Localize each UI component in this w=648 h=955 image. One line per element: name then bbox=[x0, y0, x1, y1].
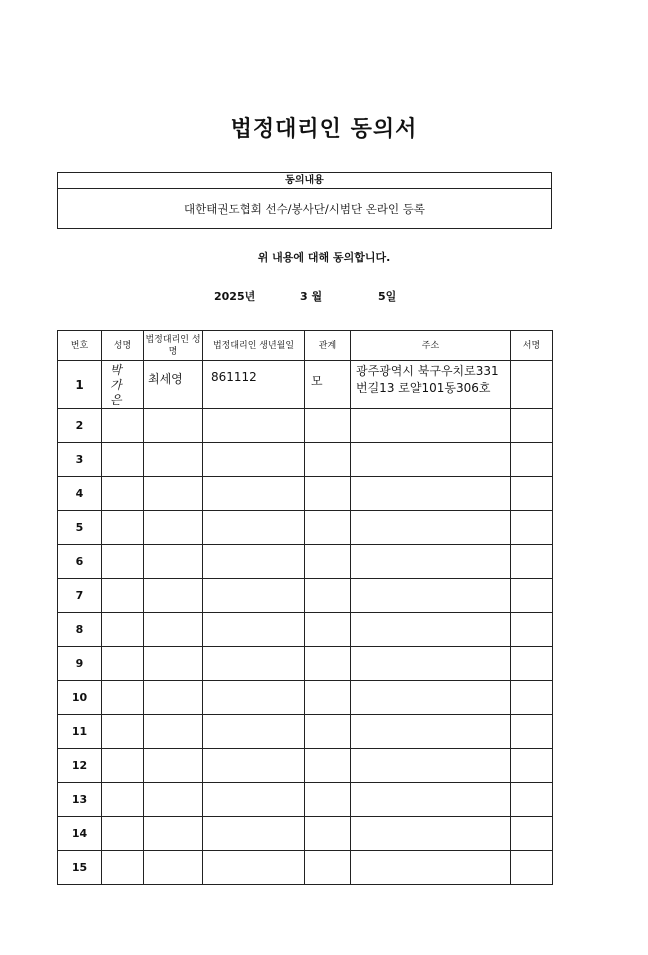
table-row bbox=[58, 409, 553, 443]
row-guardian-name: 최세영 bbox=[144, 361, 203, 409]
table-row bbox=[58, 783, 553, 817]
header-no: 번호 bbox=[58, 331, 102, 361]
row-no: 6 bbox=[58, 545, 102, 579]
table-row bbox=[58, 749, 553, 783]
header-address: 주소 bbox=[351, 331, 511, 361]
table-header-row bbox=[58, 331, 553, 361]
row-relation: 모 bbox=[305, 361, 351, 409]
row-no: 5 bbox=[58, 511, 102, 545]
row-no: 10 bbox=[58, 681, 102, 715]
consent-box bbox=[57, 172, 552, 229]
document-title: 법정대리인 동의서 bbox=[230, 117, 418, 142]
agreement-statement: 위 내용에 대해 동의합니다. bbox=[257, 251, 391, 264]
header-name: 성명 bbox=[102, 331, 144, 361]
header-relation: 관계 bbox=[305, 331, 351, 361]
date-day: 5일 bbox=[378, 290, 397, 303]
table-row bbox=[58, 681, 553, 715]
row-signature bbox=[511, 361, 553, 409]
row-address: 광주광역시 북구우치로331 번길13 로얄101동306호 bbox=[351, 361, 511, 409]
table-row bbox=[58, 579, 553, 613]
table-row bbox=[58, 817, 553, 851]
table-row bbox=[58, 477, 553, 511]
table-row bbox=[58, 443, 553, 477]
consent-body: 대한태권도협회 선수/봉사단/시범단 온라인 등록 bbox=[184, 202, 425, 216]
row-no: 15 bbox=[58, 851, 102, 885]
row-no: 2 bbox=[58, 409, 102, 443]
row-no: 3 bbox=[58, 443, 102, 477]
table-row bbox=[58, 545, 553, 579]
consent-header: 동의내용 bbox=[58, 173, 551, 189]
row-no: 4 bbox=[58, 477, 102, 511]
row-no: 1 bbox=[58, 361, 102, 409]
row-no: 13 bbox=[58, 783, 102, 817]
row-guardian-birth: 861112 bbox=[203, 361, 305, 409]
row-name: 박 가 은 bbox=[102, 361, 144, 409]
table-row bbox=[58, 851, 553, 885]
row-no: 9 bbox=[58, 647, 102, 681]
header-guardian-birth: 법정대리인 생년월일 bbox=[203, 331, 305, 361]
date-month: 3 월 bbox=[300, 290, 323, 303]
table-row bbox=[58, 715, 553, 749]
table-row bbox=[58, 613, 553, 647]
row-no: 11 bbox=[58, 715, 102, 749]
table-row bbox=[58, 511, 553, 545]
row-no: 8 bbox=[58, 613, 102, 647]
table-row bbox=[58, 361, 553, 409]
consent-table bbox=[57, 330, 553, 885]
date-year: 2025년 bbox=[214, 290, 256, 303]
row-no: 7 bbox=[58, 579, 102, 613]
table-row bbox=[58, 647, 553, 681]
header-signature: 서명 bbox=[511, 331, 553, 361]
row-no: 12 bbox=[58, 749, 102, 783]
header-guardian-name: 법정대리인 성명 bbox=[144, 331, 203, 361]
row-no: 14 bbox=[58, 817, 102, 851]
